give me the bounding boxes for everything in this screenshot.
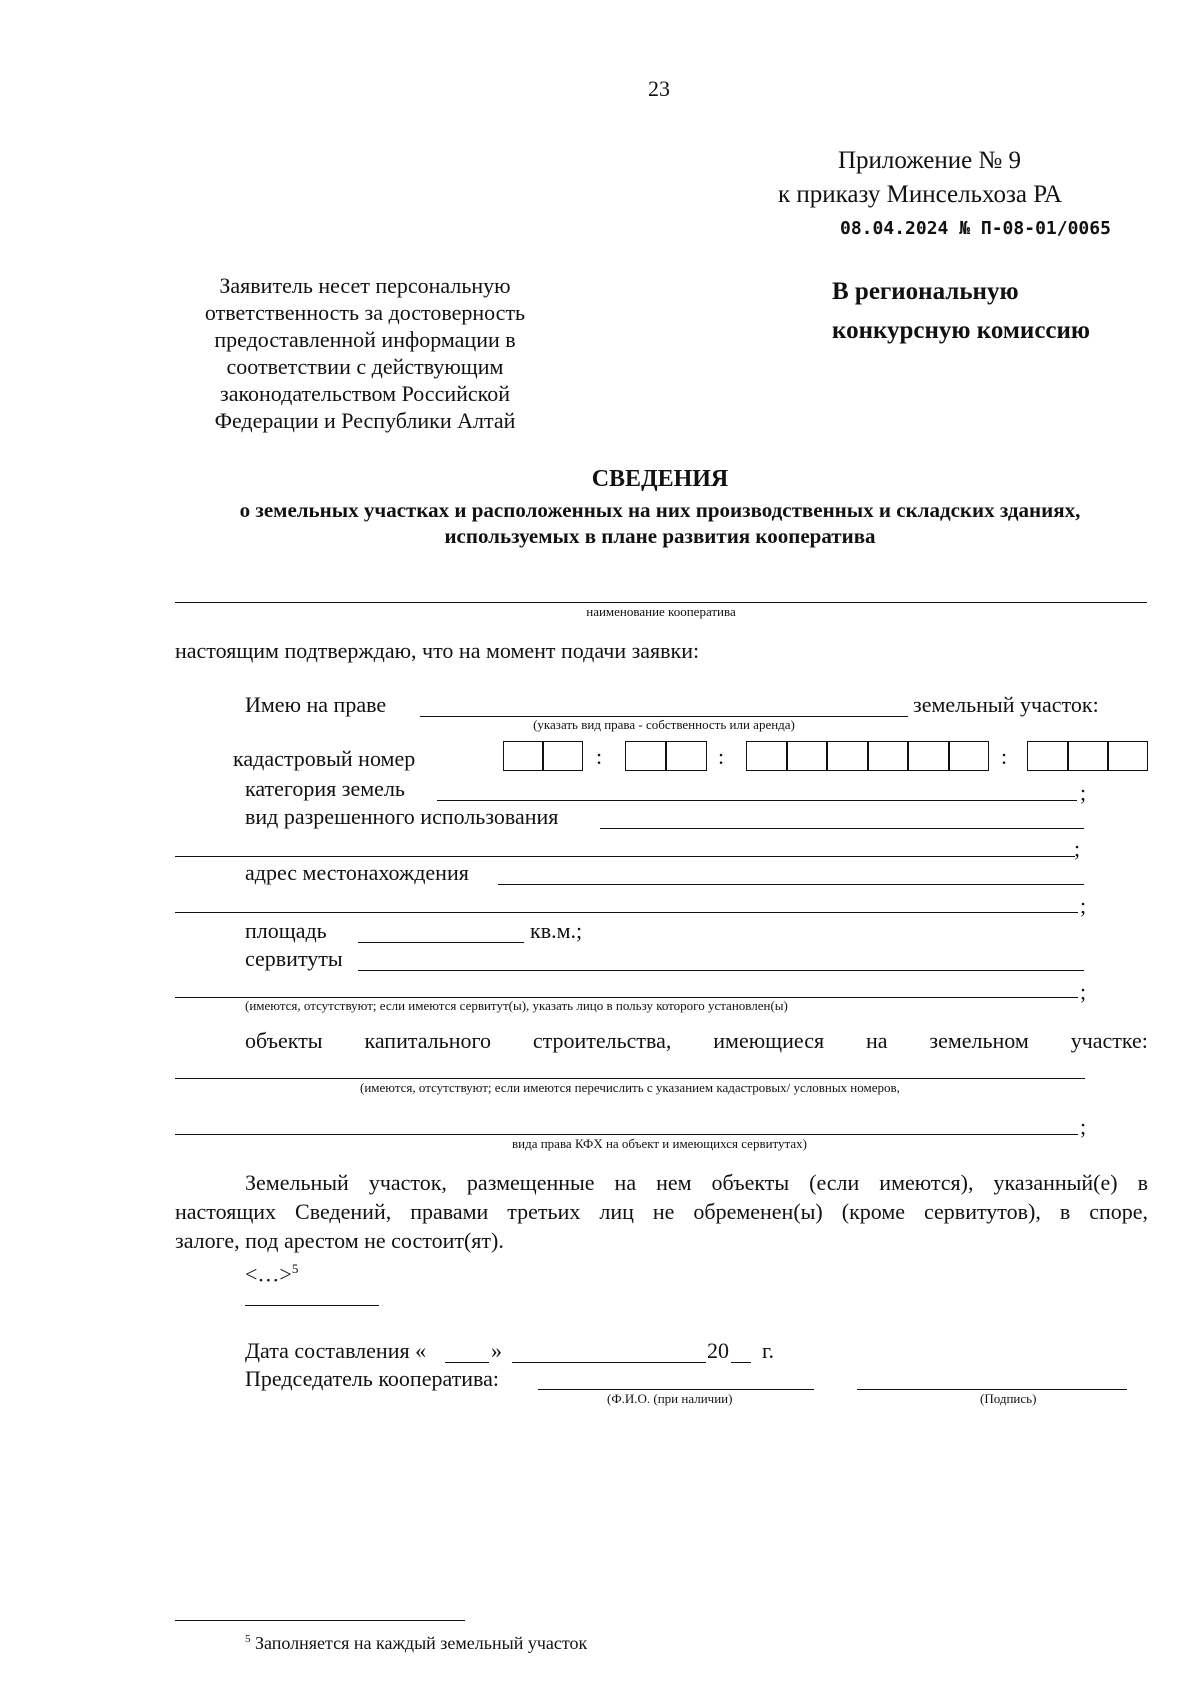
area-label: площадь — [245, 918, 327, 943]
cadastral-digit-box[interactable] — [787, 741, 827, 771]
objects-field-line1[interactable] — [175, 1078, 1085, 1079]
ellipsis: <…> — [245, 1261, 292, 1287]
cadastral-digit-box[interactable] — [666, 741, 707, 771]
fio-hint: (Ф.И.О. (при наличии) — [607, 1391, 733, 1406]
area-field[interactable] — [358, 942, 524, 943]
objects-word: объекты — [245, 1028, 323, 1053]
addressee-line: В региональную — [832, 278, 1019, 305]
cadastral-digit-box[interactable] — [1027, 741, 1068, 771]
cadastral-separator: : — [1001, 744, 1008, 769]
document-subtitle-line1: о земельных участках и расположенных на них производственных и складских зданиях, — [239, 498, 1081, 522]
category-field[interactable] — [437, 800, 1077, 801]
objects-field-line2[interactable] — [175, 1134, 1078, 1135]
usage-label: вид разрешенного использования — [245, 804, 559, 829]
usage-field-line2[interactable] — [175, 856, 1075, 857]
right-label: Имею на праве — [245, 692, 387, 717]
footnote-text: Заполняется на каждый земельный участок — [255, 1633, 588, 1653]
document-title: СВЕДЕНИЯ — [591, 466, 729, 492]
date-day-field[interactable] — [445, 1362, 489, 1363]
cadastral-separator: : — [596, 744, 603, 769]
statement-paragraph — [175, 1168, 1148, 1255]
objects-label — [245, 1028, 1148, 1054]
disclaimer — [165, 272, 565, 434]
address-label: адрес местонахождения — [245, 860, 469, 885]
cadastral-digit-box[interactable] — [746, 741, 787, 771]
order-reference: к приказу Минсельхоза РА — [778, 181, 1063, 208]
statement-line: залоге, под арестом не состоит(ят). — [175, 1228, 504, 1253]
date-month-field[interactable] — [512, 1362, 706, 1363]
address-semicolon: ; — [1080, 893, 1087, 918]
document-subtitle-line2: используемых в плане развития кооператива — [444, 524, 876, 548]
right-hint: (указать вид права - собственность или аренда) — [533, 717, 795, 732]
servitude-hint: (имеются, отсутствуют; если имеются сервитут(ы), указать лицо в пользу которого установлен(ы) — [245, 998, 788, 1013]
order-number-stamp: 08.04.2024 № П-08-01/0065 — [840, 218, 1111, 239]
objects-hint2: вида права КФХ на объект и имеющихся сервитутах) — [512, 1136, 807, 1151]
objects-word: строительства, — [532, 1028, 672, 1053]
objects-word: на — [865, 1028, 888, 1053]
date-year-suffix: г. — [762, 1338, 775, 1363]
footnote-reference: 5 — [291, 1261, 299, 1276]
page-number: 23 — [648, 76, 670, 101]
statement-line: Земельный участок, размещенные на нем объекты (если имеются), указанный(е) в — [245, 1170, 1148, 1195]
cadastral-digit-box[interactable] — [949, 741, 989, 771]
coop-name-hint: наименование кооператива — [586, 604, 736, 619]
objects-hint1: (имеются, отсутствуют; если имеются перечислить с указанием кадастровых/ условных номеров, — [360, 1080, 900, 1095]
addressee-line: конкурсную комиссию — [832, 317, 1091, 344]
objects-semicolon: ; — [1080, 1114, 1087, 1139]
objects-word: земельном — [929, 1028, 1029, 1053]
disclaimer-line: соответствии с действующим — [226, 354, 504, 379]
cadastral-digit-box[interactable] — [868, 741, 908, 771]
category-semicolon: ; — [1080, 780, 1087, 805]
right-suffix: земельный участок: — [913, 692, 1099, 717]
footnote-number: 5 — [245, 1633, 251, 1645]
omitted-text-marker — [245, 1256, 298, 1287]
cadastral-digit-box[interactable] — [625, 741, 666, 771]
cadastral-separator: : — [718, 744, 725, 769]
cadastral-digit-box[interactable] — [1108, 741, 1148, 771]
objects-word: имеющиеся — [713, 1028, 825, 1053]
chair-signature-field[interactable] — [857, 1389, 1127, 1390]
objects-word: участке: — [1070, 1028, 1148, 1053]
servitude-field-line1[interactable] — [358, 970, 1084, 971]
cadastral-digit-box[interactable] — [503, 741, 543, 771]
cadastral-digit-box[interactable] — [1068, 741, 1108, 771]
chair-label: Председатель кооператива: — [245, 1366, 500, 1391]
disclaimer-line: законодательством Российской — [220, 381, 510, 406]
date-year-field[interactable] — [731, 1362, 751, 1363]
category-label: категория земель — [245, 776, 405, 801]
footnote-separator — [175, 1620, 465, 1621]
address-field-line1[interactable] — [498, 884, 1084, 885]
disclaimer-line: предоставленной информации в — [214, 327, 516, 352]
date-quote-close: » — [491, 1338, 502, 1363]
separator-line — [245, 1305, 379, 1306]
cadastral-digit-box[interactable] — [543, 741, 583, 771]
chair-name-field[interactable] — [538, 1389, 814, 1390]
confirm-text: настоящим подтверждаю, что на момент подачи заявки: — [175, 638, 700, 663]
coop-name-field[interactable] — [175, 602, 1147, 603]
disclaimer-line: Заявитель несет персональную — [219, 273, 511, 298]
objects-word: капитального — [364, 1028, 491, 1053]
cadastral-digit-box[interactable] — [908, 741, 949, 771]
appendix-title: Приложение № 9 — [838, 147, 1022, 174]
servitude-semicolon: ; — [1080, 979, 1087, 1004]
signature-hint: (Подпись) — [980, 1391, 1037, 1406]
footnote — [245, 1628, 587, 1654]
area-unit: кв.м.; — [530, 918, 583, 943]
date-year-prefix: 20 — [707, 1338, 729, 1363]
servitude-label: сервитуты — [245, 946, 343, 971]
disclaimer-line: ответственность за достоверность — [204, 300, 526, 325]
statement-line: настоящих Сведений, правами третьих лиц не обременен(ы) (кроме сервитутов), в споре, — [175, 1199, 1148, 1224]
usage-semicolon: ; — [1074, 836, 1081, 861]
disclaimer-line: Федерации и Республики Алтай — [214, 408, 516, 433]
usage-field-line1[interactable] — [600, 828, 1084, 829]
addressee — [832, 272, 1090, 350]
date-label: Дата составления « — [245, 1338, 427, 1363]
address-field-line2[interactable] — [175, 912, 1078, 913]
cadastral-digit-box[interactable] — [827, 741, 868, 771]
cadastral-label: кадастровый номер — [233, 746, 416, 771]
